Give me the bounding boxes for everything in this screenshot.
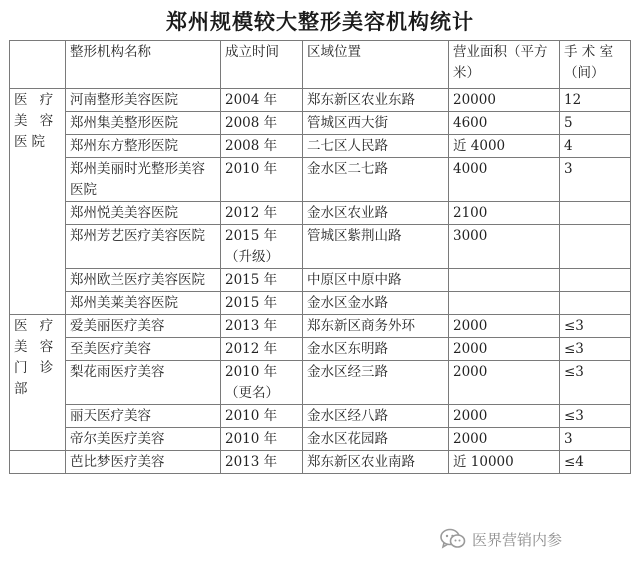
cell-rooms: ≤3 [560,338,631,361]
cell-location: 金水区经三路 [303,361,449,405]
cell-rooms [560,269,631,292]
table-row [10,158,631,202]
cell-area: 2000 [449,405,560,428]
cell-area [449,269,560,292]
table-row [10,338,631,361]
cell-name: 至美医疗美容 [66,338,221,361]
cell-location: 中原区中原中路 [303,269,449,292]
cell-area: 4600 [449,112,560,135]
cell-name: 芭比梦医疗美容 [66,451,221,474]
header-corner-cell [10,41,66,89]
column-header-rooms: 手 术 室（间） [560,41,631,89]
cell-founded: 2015 年（升级） [221,225,303,269]
cell-location: 金水区金水路 [303,292,449,315]
wechat-icon [440,528,466,550]
cell-founded: 2013 年 [221,315,303,338]
table-row [10,202,631,225]
cell-location: 金水区花园路 [303,428,449,451]
cell-name: 郑州美莱美容医院 [66,292,221,315]
table-row [10,361,631,405]
cell-location: 金水区二七路 [303,158,449,202]
cell-rooms: 4 [560,135,631,158]
cell-rooms: ≤4 [560,451,631,474]
cell-area: 3000 [449,225,560,269]
column-header-area: 营业面积（平方米） [449,41,560,89]
cell-founded: 2010 年 [221,405,303,428]
cell-area: 2000 [449,428,560,451]
footer-text: 医界营销内参 [472,530,563,549]
cell-area: 4000 [449,158,560,202]
footer-watermark [440,527,630,551]
cell-founded: 2015 年 [221,292,303,315]
cell-name: 爱美丽医疗美容 [66,315,221,338]
cell-area [449,292,560,315]
cell-name: 丽天医疗美容 [66,405,221,428]
cell-founded: 2015 年 [221,269,303,292]
cell-rooms: 3 [560,428,631,451]
cell-location: 金水区经八路 [303,405,449,428]
cell-founded: 2010 年 [221,158,303,202]
cell-area: 2000 [449,338,560,361]
cell-area: 2100 [449,202,560,225]
cell-location: 二七区人民路 [303,135,449,158]
cell-area: 近 4000 [449,135,560,158]
cell-name: 郑州集美整形医院 [66,112,221,135]
cell-name: 帝尔美医疗美容 [66,428,221,451]
table-row [10,135,631,158]
cell-rooms: ≤3 [560,405,631,428]
cell-name: 郑州悦美美容医院 [66,202,221,225]
column-header-location: 区域位置 [303,41,449,89]
cell-name: 河南整形美容医院 [66,89,221,112]
cell-founded: 2004 年 [221,89,303,112]
cell-location: 郑东新区商务外环 [303,315,449,338]
cell-area: 近 10000 [449,451,560,474]
cell-rooms: 3 [560,158,631,202]
cell-rooms [560,225,631,269]
table-row [10,112,631,135]
cell-rooms [560,292,631,315]
cell-rooms: ≤3 [560,315,631,338]
cell-name: 郑州美丽时光整形美容医院 [66,158,221,202]
institution-table [9,40,631,474]
page-title: 郑州规模较大整形美容机构统计 [166,9,474,34]
cell-area: 20000 [449,89,560,112]
cell-name: 梨花雨医疗美容 [66,361,221,405]
cell-founded: 2010 年 [221,428,303,451]
cell-location: 管城区西大街 [303,112,449,135]
cell-location: 金水区东明路 [303,338,449,361]
cell-rooms: 12 [560,89,631,112]
header-row [10,41,631,89]
cell-founded: 2013 年 [221,451,303,474]
table-row [10,89,631,112]
cell-founded: 2012 年 [221,202,303,225]
cell-location: 郑东新区农业东路 [303,89,449,112]
cell-founded: 2008 年 [221,135,303,158]
table-row [10,405,631,428]
cell-rooms [560,202,631,225]
column-header-founded: 成立时间 [221,41,303,89]
cell-founded: 2008 年 [221,112,303,135]
cell-founded: 2010 年（更名） [221,361,303,405]
cell-area: 2000 [449,361,560,405]
column-header-name: 整形机构名称 [66,41,221,89]
cell-location: 金水区农业路 [303,202,449,225]
table-row [10,428,631,451]
table-row [10,315,631,338]
cell-name: 郑州芳艺医疗美容医院 [66,225,221,269]
category-cell: 医 疗 美 容 医院 [10,89,66,315]
cell-area: 2000 [449,315,560,338]
table-row [10,225,631,269]
cell-rooms: 5 [560,112,631,135]
cell-founded: 2012 年 [221,338,303,361]
cell-name: 郑州东方整形医院 [66,135,221,158]
category-cell [10,451,66,474]
cell-location: 管城区紫荆山路 [303,225,449,269]
cell-location: 郑东新区农业南路 [303,451,449,474]
table-row [10,269,631,292]
cell-rooms: ≤3 [560,361,631,405]
cell-name: 郑州欧兰医疗美容医院 [66,269,221,292]
table-row [10,451,631,474]
category-cell: 医 疗 美 容 门 诊 部 [10,315,66,451]
table-row [10,292,631,315]
